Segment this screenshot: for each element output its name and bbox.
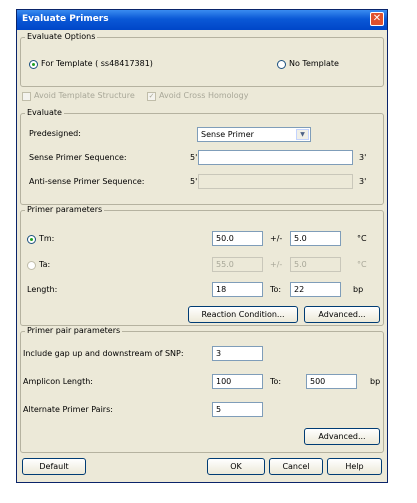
title-bar[interactable]: [17, 10, 387, 30]
primer-advanced-button[interactable]: Advanced...: [304, 306, 380, 323]
tm-tolerance-input[interactable]: 5.0: [290, 231, 341, 246]
help-button[interactable]: Help: [327, 458, 382, 475]
no-template-label[interactable]: No Template: [289, 59, 339, 68]
antisense-three-prime-label: 3': [359, 177, 367, 186]
sense-five-prime-label: 5': [190, 153, 198, 162]
tm-unit-label: °C: [357, 234, 367, 243]
ta-radio[interactable]: [27, 261, 36, 270]
amplicon-to-label: To:: [270, 377, 282, 386]
chevron-down-icon[interactable]: ▼: [296, 129, 309, 140]
no-template-radio[interactable]: [277, 60, 286, 69]
sense-primer-sequence-input[interactable]: [198, 150, 353, 165]
evaluate-group: [20, 108, 384, 205]
default-button[interactable]: Default: [22, 458, 86, 475]
avoid-template-structure-label[interactable]: Avoid Template Structure: [34, 91, 135, 100]
primer-parameters-legend: Primer parameters: [27, 205, 103, 214]
predesigned-label: Predesigned:: [29, 129, 81, 138]
tm-radio[interactable]: [27, 235, 36, 244]
tm-value-input[interactable]: 50.0: [212, 231, 263, 246]
length-unit-label: bp: [353, 285, 364, 294]
tm-plus-minus-label: +/-: [270, 234, 283, 243]
ok-button[interactable]: OK: [207, 458, 265, 475]
amplicon-length-label: Amplicon Length:: [23, 377, 93, 386]
ta-tolerance-input[interactable]: 5.0: [290, 257, 341, 272]
antisense-primer-sequence-input[interactable]: [198, 174, 353, 189]
length-from-input[interactable]: 18: [212, 282, 263, 297]
length-to-input[interactable]: 22: [290, 282, 341, 297]
close-button[interactable]: [370, 12, 384, 26]
for-template-radio[interactable]: [29, 60, 38, 69]
dialog-title: Evaluate Primers: [22, 14, 109, 24]
ta-label[interactable]: Ta:: [39, 260, 51, 269]
gap-input[interactable]: 3: [212, 346, 263, 361]
amplicon-unit-label: bp: [370, 377, 381, 386]
gap-label: Include gap up and downstream of SNP:: [23, 349, 184, 358]
evaluate-legend: Evaluate: [27, 108, 62, 117]
evaluate-options-group: [20, 32, 384, 87]
alternate-pairs-input[interactable]: 5: [212, 402, 263, 417]
close-icon: ✕: [372, 13, 382, 24]
antisense-five-prime-label: 5': [190, 177, 198, 186]
primer-pair-parameters-legend: Primer pair parameters: [27, 326, 121, 335]
alternate-pairs-label: Alternate Primer Pairs:: [23, 405, 113, 414]
length-to-label: To:: [270, 285, 282, 294]
cancel-button[interactable]: Cancel: [269, 458, 323, 475]
sense-three-prime-label: 3': [359, 153, 367, 162]
avoid-cross-homology-checkbox[interactable]: ✓: [148, 92, 155, 100]
predesigned-select[interactable]: [197, 127, 311, 142]
primer-parameters-group: [20, 205, 384, 326]
evaluate-options-legend: Evaluate Options: [27, 32, 96, 41]
predesigned-value: Sense Primer: [201, 130, 254, 139]
avoid-template-structure-checkbox[interactable]: [22, 92, 31, 101]
for-template-label[interactable]: For Template ( ss48417381): [41, 59, 153, 68]
length-label: Length:: [27, 285, 58, 294]
reaction-condition-button[interactable]: Reaction Condition...: [188, 306, 298, 323]
ta-plus-minus-label: +/-: [270, 260, 283, 269]
ta-value-input[interactable]: 55.0: [212, 257, 263, 272]
pair-advanced-button[interactable]: Advanced...: [304, 428, 380, 445]
antisense-primer-label: Anti-sense Primer Sequence:: [29, 177, 145, 186]
sense-primer-label: Sense Primer Sequence:: [29, 153, 127, 162]
evaluate-primers-dialog: [16, 9, 388, 483]
primer-pair-parameters-group: [20, 326, 384, 453]
amplicon-to-input[interactable]: 500: [306, 374, 357, 389]
tm-label[interactable]: Tm:: [39, 234, 55, 243]
amplicon-from-input[interactable]: 100: [212, 374, 263, 389]
avoid-cross-homology-label[interactable]: Avoid Cross Homology: [159, 91, 249, 100]
ta-unit-label: °C: [357, 260, 367, 269]
